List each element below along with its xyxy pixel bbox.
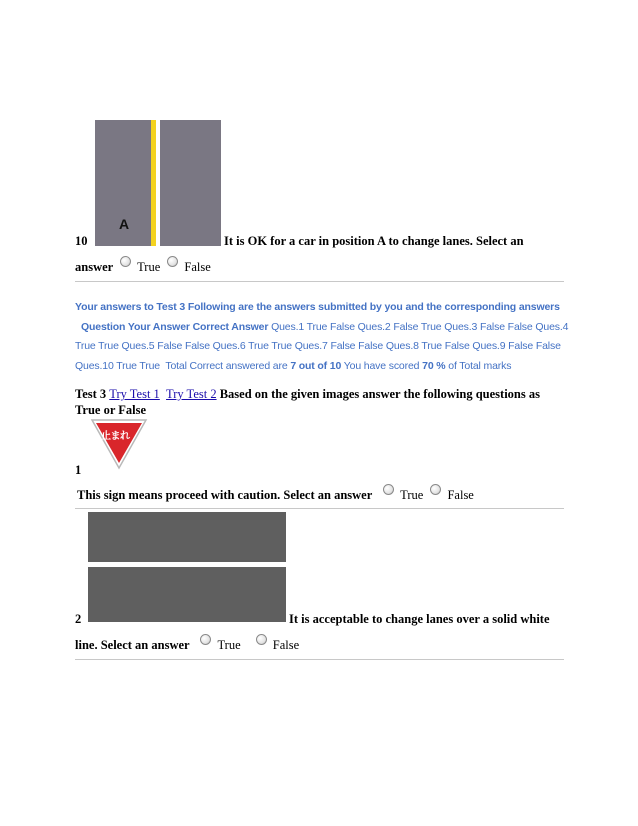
divider-2 bbox=[75, 508, 564, 509]
q10-false-label: False bbox=[184, 260, 211, 274]
q1-true-label: True bbox=[400, 488, 424, 502]
divider-3 bbox=[75, 659, 564, 660]
q10-road-image bbox=[95, 120, 221, 246]
stop-sign-text: 止まれ bbox=[101, 431, 130, 442]
scored-label: You have scored bbox=[343, 359, 420, 372]
test3-heading bbox=[75, 387, 565, 402]
score-percent: 70 % bbox=[422, 359, 446, 372]
q2-false-label: False bbox=[272, 638, 300, 652]
stop-sign-image bbox=[90, 418, 148, 470]
q2-road-image bbox=[88, 512, 286, 622]
position-a-label: A bbox=[119, 216, 130, 232]
try-test-2-link[interactable]: Try Test 2 bbox=[166, 387, 217, 401]
results-header: Question Your Answer Correct Answer bbox=[81, 320, 269, 333]
q10-question-text: It is OK for a car in position A to change lanes. Select an bbox=[224, 234, 524, 248]
of-total-label: of Total marks bbox=[448, 359, 512, 372]
divider-1 bbox=[75, 281, 564, 282]
q2-answer-row bbox=[75, 634, 299, 653]
q1-false-label: False bbox=[447, 488, 474, 502]
q2-question-text-2: line. Select an answer bbox=[75, 638, 190, 652]
results-title: Your answers to Test 3 Following are the answers submitted by you and the corresponding answers bbox=[75, 301, 560, 313]
q10-radio-true[interactable] bbox=[120, 256, 131, 267]
road-solid-white-line-graphic bbox=[88, 512, 286, 622]
test3-title: Test 3 bbox=[75, 387, 107, 401]
results-block bbox=[75, 298, 569, 376]
road-two-lanes-graphic bbox=[95, 120, 221, 246]
test3-intro: Based on the given images answer the following questions as bbox=[219, 387, 540, 401]
q2-true-label: True bbox=[217, 638, 241, 652]
q1-row bbox=[77, 484, 474, 503]
q10-true-label: True bbox=[137, 260, 161, 274]
test3-intro-line2: True or False bbox=[75, 403, 147, 417]
results-rows-2: True True Ques.5 False False Ques.6 True True Ques.7 False False Ques.8 True False Ques.9 False False bbox=[75, 340, 561, 352]
q10-answer-label: answer bbox=[75, 260, 113, 274]
q2-radio-true[interactable] bbox=[200, 634, 211, 645]
try-test-1-link[interactable]: Try Test 1 bbox=[109, 387, 160, 401]
score-correct: 7 out of 10 bbox=[290, 359, 342, 372]
triangle-stop-sign-icon bbox=[90, 418, 148, 470]
q2-radio-false[interactable] bbox=[256, 634, 267, 645]
q10-answer-row bbox=[75, 256, 211, 275]
q1-question-text: This sign means proceed with caution. Select an answer bbox=[77, 488, 373, 502]
q2-question-text: It is acceptable to change lanes over a solid white bbox=[289, 612, 550, 626]
total-correct-label: Total Correct answered are bbox=[165, 359, 288, 372]
q1-radio-true[interactable] bbox=[383, 484, 394, 495]
results-rows-1: Ques.1 True False Ques.2 False True Ques.3 False False Ques.4 bbox=[271, 320, 569, 333]
q10-number: 10 bbox=[75, 234, 88, 248]
q1-radio-false[interactable] bbox=[430, 484, 441, 495]
q10-radio-false[interactable] bbox=[167, 256, 178, 267]
q1-number: 1 bbox=[75, 463, 82, 477]
q2-number: 2 bbox=[75, 612, 82, 626]
results-rows-3: Ques.10 True True bbox=[75, 359, 160, 372]
